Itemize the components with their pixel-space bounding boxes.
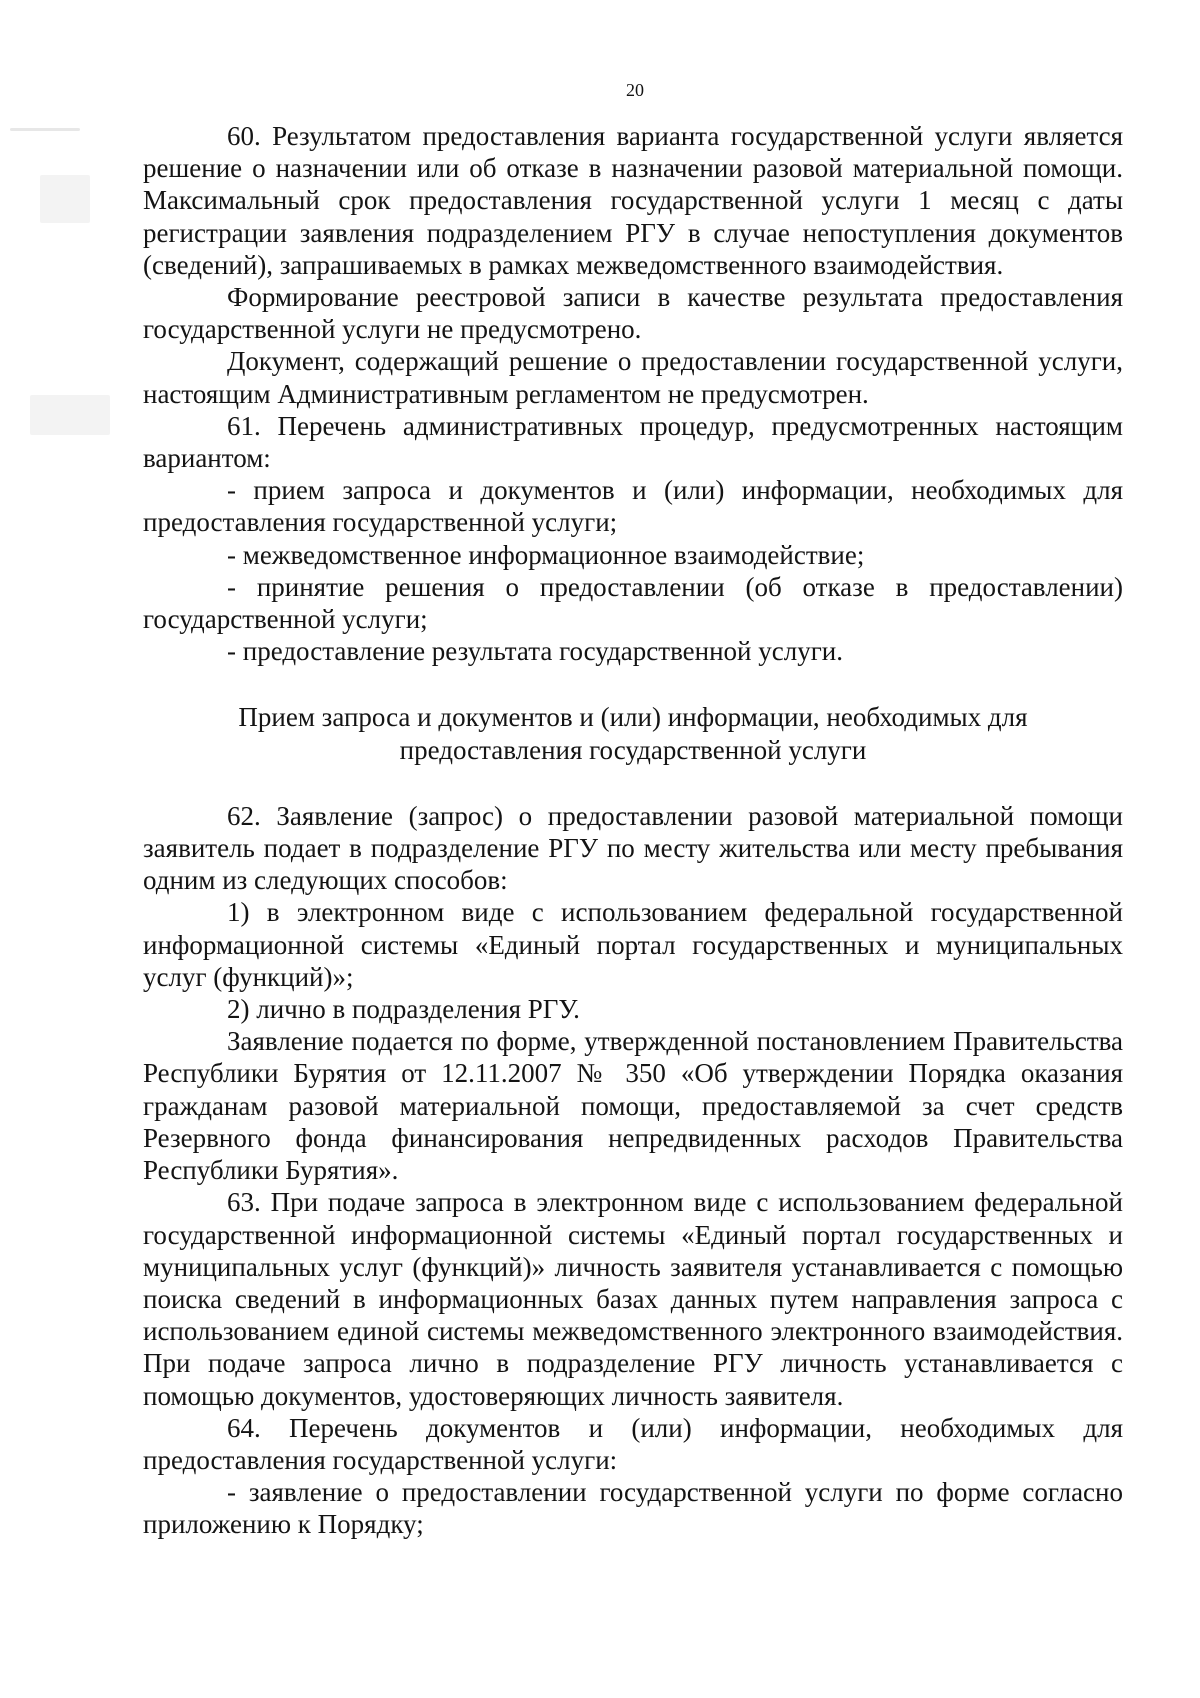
section-heading-line-2: предоставления государственной услуги: [399, 734, 867, 765]
paragraph-61: 61. Перечень административных процедур, предусмотренных настоящим вариантом:: [143, 410, 1123, 474]
list-item: 2) лично в подразделения РГУ.: [227, 994, 580, 1025]
page-number: 20: [626, 80, 644, 100]
paragraph-64: 64. Перечень документов и (или) информации, необходимых для предоставления государственной услуги:: [143, 1412, 1123, 1475]
list-item: - принятие решения о предоставлении (об отказе в предоставлении) государственной услуги;: [143, 571, 1123, 635]
list-item: 1) в электронном виде с использованием федеральной государственной информационной системы «Единый портал государственных и муниципальных услуг (функций)»;: [143, 897, 1123, 992]
list-item: - предоставление результата государственной услуги.: [227, 636, 843, 667]
paragraph-62: 62. Заявление (запрос) о предоставлении разовой материальной помощи заявитель подает в подразделение РГУ по месту жительства или месту пребывания одним из следующих способов:: [143, 800, 1123, 896]
section-heading: [143, 667, 1123, 799]
section-heading-line-1: Прием запроса и документов и (или) информации, необходимых для: [238, 702, 1028, 733]
paragraph-registry-record: Формирование реестровой записи в качестве результата предоставления государственной услуги не предусмотрено.: [143, 282, 1123, 345]
list-item: - заявление о предоставлении государственной услуги по форме согласно приложению к Порядку;: [143, 1477, 1123, 1540]
paragraph-application-form: Заявление подается по форме, утвержденной постановлением Правительства Республики Бурятия от 12.11.2007 № 350 «Об утверждении Порядка оказания гражданам разовой материальной помощи, предоставляемой за счет средств Резервного фонда финансирования непредвиденных расходов Правительства Республики Бурятия».: [143, 1026, 1123, 1186]
paragraph-63: 63. При подаче запроса в электронном виде с использованием федеральной государственной информационной системы «Единый портал государственных и муниципальных услуг (функций)» личность заявителя устанавливается с помощью поиска сведений в информационных базах данных путем направления запроса с использованием единой системы межведомственного электронного взаимодействия. При подаче запроса лично в подразделение РГУ личность устанавливается с помощью документов, удостоверяющих личность заявителя.: [143, 1187, 1123, 1411]
list-item: - прием запроса и документов и (или) информации, необходимых для предоставления государственной услуги;: [143, 475, 1123, 538]
paragraph-decision-document: Документ, содержащий решение о предоставлении государственной услуги, настоящим Административным регламентом не предусмотрен.: [143, 346, 1123, 409]
document-body: [143, 120, 1123, 1541]
scan-artifact: [40, 175, 90, 223]
scan-artifact: [10, 128, 80, 131]
list-item: - межведомственное информационное взаимодействие;: [227, 539, 865, 570]
scan-artifact: [30, 395, 110, 435]
paragraph-60: 60. Результатом предоставления варианта государственной услуги является решение о назначении или об отказе в назначении разовой материальной помощи. Максимальный срок предоставления государственной услуги 1 месяц с даты регистрации заявления подразделением РГУ в случае непоступления документов (сведений), запрашиваемых в рамках межведомственного взаимодействия.: [143, 121, 1123, 280]
